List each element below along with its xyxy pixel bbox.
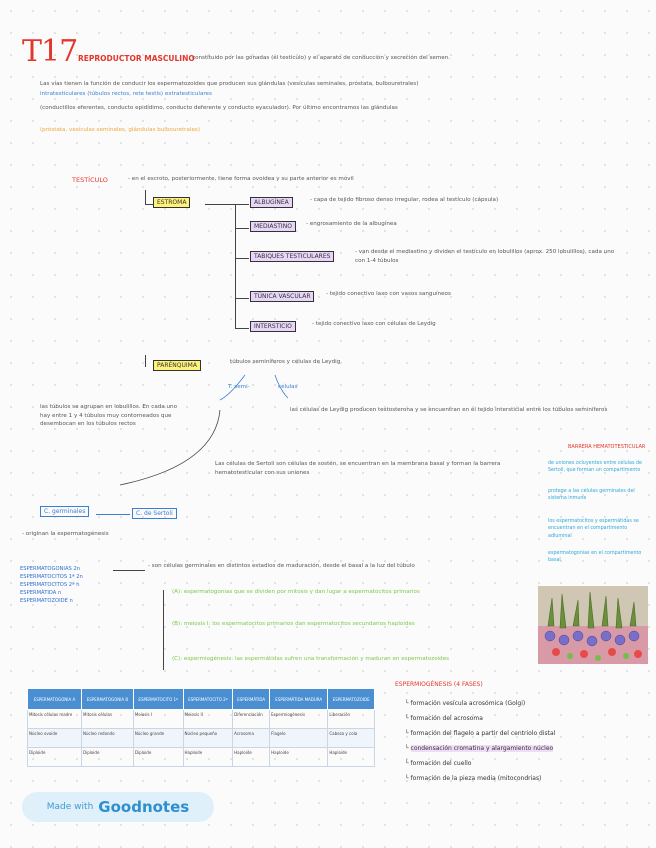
- table-cell: Núcleo redondo: [82, 729, 134, 748]
- table-cell: Acrosoma: [233, 729, 270, 748]
- table-header: ESPERMATOGONIA B: [82, 689, 134, 710]
- espermiogenesis-title-text: ESPERMIOGÉNESIS: [395, 681, 452, 688]
- badge-prefix: Made with: [46, 802, 94, 812]
- intro-line-2-text: Las vías tienen la función de conducir los espermatozoides que producen sus glándulas (vesículas seminales, próstata, bulbouretrales): [40, 81, 419, 87]
- table-cell: Diploide: [133, 748, 183, 767]
- table-cell: Mitosis células: [82, 710, 134, 729]
- table-cell: Haploide: [183, 748, 233, 767]
- intro-line-2b: [40, 90, 640, 99]
- tabiques-desc: - van desde el mediastino y dividen el testículo en lobulillos (aprox. 250 lobulillos), cada uno con 1-4 túbulos: [355, 249, 615, 264]
- table-cell: Cabeza y cola: [328, 729, 375, 748]
- badge-name: Goodnotes: [98, 798, 190, 816]
- intro-line-2: [40, 80, 640, 89]
- tabiques-box: TABIQUES TESTICULARES: [250, 251, 334, 262]
- step: └ condensación cromatina y alargamiento núcleo: [405, 745, 554, 752]
- table-cell: Meiosis I: [133, 710, 183, 729]
- table-cell: Núcleo ovoide: [28, 729, 82, 748]
- tunica-box: TÚNICA VASCULAR: [250, 291, 314, 302]
- estroma-box: ESTROMA: [153, 197, 190, 208]
- intro-glands: (próstata, vesículas seminales, glándulas bulbouretrales): [40, 127, 201, 133]
- sertoli-block: Las células de Sertoli son células de sostén, se encuentran en la membrana basal y forman la barrera hematotesticular con sus uniones: [215, 461, 501, 476]
- side-title: BARRERA HEMATOTESTICULAR: [568, 444, 646, 450]
- intro-extratesticular: extratesticulares: [164, 91, 212, 97]
- parenquima-desc: túbulos seminíferos y células de Leydig: [230, 359, 341, 365]
- intersticio-desc: - tejido conectivo laxo con células de Leydig: [312, 321, 436, 327]
- stage-4: ESPERMÁTIDA n: [20, 590, 62, 597]
- stage-2: ESPERMATOCITOS 1ª 2n: [20, 574, 83, 581]
- step: └ formación del flagelo a partir del centriolo distal: [405, 730, 556, 737]
- spermatogenesis-table: [27, 688, 375, 767]
- step: └ formación del cuello: [405, 760, 472, 767]
- stage-5: ESPERMATOZOIDE n: [20, 598, 73, 605]
- spermatogenesis-p3: (C): espermiogénesis: las espermátidas sufren una transformación y maduran en espermatozoides: [172, 656, 450, 662]
- spermatogenesis-p2: (B): meiosis I: los espermatocitos primarios dan espermatocitos secundarios haploides: [172, 621, 415, 627]
- goodnotes-badge[interactable]: [22, 792, 214, 822]
- table-row: [28, 710, 375, 729]
- table-cell: Haploide: [328, 748, 375, 767]
- testiculo-label: TESTÍCULO: [72, 176, 108, 184]
- table-cell: Núcleo pequeño: [183, 729, 233, 748]
- table-cell: Diploide: [28, 748, 82, 767]
- table-cell: Haploide: [233, 748, 270, 767]
- table-cell: Núcleo grande: [133, 729, 183, 748]
- side-p3: los espermatocitos y espermátidas se encuentran en el compartimento adluminal: [548, 519, 639, 539]
- espermiogenesis-subtitle: (4 FASES): [453, 681, 483, 688]
- albuginea-box: ALBUGÍNEA: [250, 197, 293, 208]
- mediastino-desc: - engrosamiento de la albugínea: [306, 221, 397, 227]
- table-cell: Diferenciación: [233, 710, 270, 729]
- table-cell: Meiosis II: [183, 710, 233, 729]
- table-header: ESPERMATOGONIA A: [28, 689, 82, 710]
- table-header: ESPERMÁTIDA MADURA: [270, 689, 328, 710]
- parenquima-sub-1: T. semi-: [228, 384, 250, 390]
- testiculo-desc: - en el escroto, posteriormente, tiene forma ovoidea y su parte anterior es móvil: [128, 176, 354, 182]
- table-row: [28, 748, 375, 767]
- table-header: ESPERMÁTIDA: [233, 689, 270, 710]
- histology-image: [538, 586, 648, 664]
- stage-1: ESPERMATOGONIAS 2n: [20, 566, 81, 572]
- page-title: REPRODUCTOR MASCULINO: [78, 54, 195, 63]
- step: └ formación de la pieza media (mitocondrias): [405, 775, 542, 782]
- germinales-below: - originan la espermatogénesis: [22, 531, 109, 537]
- side-p4: espermatogonias en el compartimento basal: [548, 551, 642, 564]
- intersticio-box: INTERSTICIO: [250, 321, 296, 332]
- mediastino-box: MEDIASTINO: [250, 221, 296, 232]
- spermatogenesis-list: [20, 565, 83, 605]
- side-p2: protege a las células germinales del sistema inmune: [548, 489, 635, 502]
- table-header: ESPERMATOCITO 2º: [183, 689, 233, 710]
- intro-intratesticular: intratesticulares (túbulos rectos, rete testis): [40, 91, 164, 97]
- table-cell: Liberación: [328, 710, 375, 729]
- left-note: las túbulos se agrupan en lobulillos. En cada uno hay entre 1 y 4 túbulos muy contorneados que desembocan en los túbulos rectos: [40, 404, 178, 428]
- table-cell: Mitosis células madre: [28, 710, 82, 729]
- connector-lines: [100, 370, 320, 500]
- table-cell: Haploide: [270, 748, 328, 767]
- spermatogenesis-p1: (A): espermatogonias que se dividen por mitosis y dan lugar a espermatocitos primarios: [172, 589, 420, 595]
- table-cell: Diploide: [82, 748, 134, 767]
- table-header: ESPERMATOZOIDE: [328, 689, 375, 710]
- albuginea-desc: - capa de tejido fibroso denso irregular, rodea al testículo (cápsula): [310, 197, 499, 203]
- page-number: T17: [22, 34, 78, 69]
- tunica-desc: - tejido conectivo laxo con vasos sanguíneos: [326, 291, 451, 297]
- step: └ formación vesícula acrosómica (Golgi): [405, 700, 526, 707]
- table-cell: Espermiogénesis: [270, 710, 328, 729]
- intro-line-3: (conductillos eferentes, conducto epidídimo, conducto deferente y conducto eyaculador). Por último encontramos las glándulas: [40, 105, 398, 111]
- table-row: [28, 729, 375, 748]
- germinales-box: C. germinales: [40, 506, 89, 517]
- spermatogenesis-intro: - son células germinales en distintos estadios de maduración, desde el basal a la luz del túbulo: [148, 563, 415, 569]
- espermiogenesis-title: [395, 680, 483, 689]
- table-cell: Flagelo: [270, 729, 328, 748]
- side-p1: de uniones ocluyentes entre células de Sertoli, que forman un compartimento: [548, 461, 642, 474]
- espermiogenesis-steps: [405, 700, 555, 790]
- parenquima-sub-2: células: [278, 384, 298, 390]
- leydig-note: las células de Leydig producen testosterona y se encuentran en el tejido intersticial entre los túbulos seminíferos: [290, 407, 608, 413]
- sertoli-box: C. de Sertoli: [132, 508, 177, 519]
- table-header: ESPERMATOCITO 1º: [133, 689, 183, 710]
- stage-3: ESPERMATOCITOS 2ª n: [20, 582, 80, 589]
- step: └ formación del acrosoma: [405, 715, 483, 722]
- intro-line-1: constituido por las gónadas (el testículo) y el aparato de conducción y secreción del semen.: [192, 55, 451, 61]
- parenquima-box: PARÉNQUIMA: [153, 360, 201, 371]
